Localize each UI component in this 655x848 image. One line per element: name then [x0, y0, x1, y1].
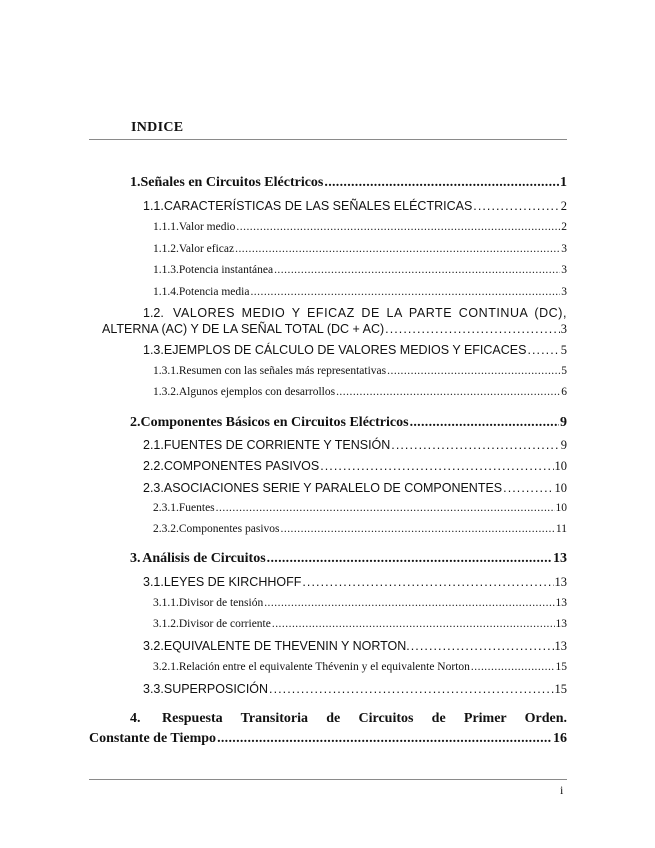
toc-label: Análisis de Circuitos — [142, 551, 266, 566]
toc-number: 2.3.1. — [153, 502, 179, 514]
dot-leader — [473, 199, 559, 213]
toc-label: Potencia media — [178, 286, 250, 298]
toc-page-number: 11 — [555, 523, 567, 535]
toc-entry-1-1-3[interactable] — [153, 264, 567, 276]
dot-leader — [235, 243, 560, 255]
toc-page-number: 10 — [555, 502, 567, 514]
toc-number: 3.1.2. — [153, 618, 179, 630]
toc-entry-2-1[interactable] — [143, 438, 567, 453]
toc-entry-3-1-2[interactable] — [153, 618, 567, 630]
toc-page-number: 2 — [561, 221, 567, 233]
toc-entry-2-3-1[interactable] — [153, 502, 567, 514]
toc-number: 3.3. — [143, 682, 164, 696]
toc-entry-4-line2[interactable] — [89, 731, 567, 747]
toc-label: COMPONENTES PASIVOS — [163, 459, 320, 473]
dot-leader — [503, 481, 553, 495]
toc-page-number: 5 — [560, 343, 567, 357]
dot-leader — [264, 597, 554, 609]
toc-entry-2[interactable] — [130, 415, 567, 431]
toc-number: 3.1.1. — [153, 597, 179, 609]
toc-page-number: 16 — [553, 731, 567, 746]
dot-leader — [302, 575, 553, 589]
toc-number: 3. — [130, 551, 141, 566]
dot-leader — [267, 551, 552, 567]
toc-page-number: 3 — [561, 243, 567, 255]
toc-number: 1.3.1. — [153, 365, 179, 377]
toc-page-number: 10 — [554, 459, 567, 473]
toc-number: 3.2. — [143, 639, 164, 653]
dot-leader — [391, 438, 559, 452]
toc-number: 2.2. — [143, 459, 164, 473]
toc-number: 2.1. — [143, 438, 164, 452]
toc-label: Señales en Circuitos Eléctricos — [140, 175, 324, 190]
toc-entry-1[interactable] — [130, 175, 567, 191]
toc-entry-1-2-line1[interactable] — [143, 306, 567, 320]
toc-page-number: 2 — [560, 199, 567, 213]
toc-page-number: 3 — [560, 322, 567, 336]
toc-entry-1-1-4[interactable] — [153, 286, 567, 298]
toc-label: Algunos ejemplos con desarrollos — [178, 386, 336, 398]
toc-label-continued: ALTERNA (AC) Y DE LA SEÑAL TOTAL (DC + AC) — [102, 322, 385, 336]
toc-entry-1-3-2[interactable] — [153, 386, 567, 398]
toc-label: Potencia instantánea — [178, 264, 274, 276]
dot-leader — [236, 221, 560, 233]
toc-page-number: 3 — [561, 264, 567, 276]
toc-entry-3-1[interactable] — [143, 575, 567, 590]
toc-page-number: 3 — [561, 286, 567, 298]
toc-label: Valor medio — [178, 221, 236, 233]
toc-entry-3-2[interactable] — [143, 639, 567, 654]
toc-number: 2.3.2. — [153, 523, 179, 535]
toc-label: Fuentes — [178, 502, 215, 514]
toc-page-number: 13 — [553, 551, 567, 566]
toc-page-number: 5 — [561, 365, 567, 377]
toc-page-number: 15 — [555, 661, 567, 673]
toc-number: 1.2. — [143, 306, 164, 320]
toc-label: EQUIVALENTE DE THEVENIN Y NORTON. — [163, 639, 410, 653]
dot-leader — [269, 682, 553, 696]
toc-page-number: 9 — [560, 415, 567, 430]
toc-page-number: 6 — [561, 386, 567, 398]
toc-number: 1.1.3. — [153, 264, 179, 276]
toc-page-number: 15 — [554, 682, 567, 696]
dot-leader — [216, 502, 555, 514]
toc-entry-3-1-1[interactable] — [153, 597, 567, 609]
toc-label: VALORES MEDIO Y EFICAZ DE LA PARTE CONTINUA (DC), — [173, 306, 567, 320]
dot-leader — [527, 343, 559, 357]
toc-entry-1-1[interactable] — [143, 199, 567, 214]
toc-number: 1.1.4. — [153, 286, 179, 298]
toc-number: 1.3. — [143, 343, 164, 357]
top-divider — [89, 139, 567, 140]
toc-entry-2-3[interactable] — [143, 481, 567, 496]
toc-label: Resumen con las señales más representativas — [178, 365, 387, 377]
dot-leader — [410, 415, 559, 431]
dot-leader — [320, 459, 553, 473]
dot-leader — [471, 661, 555, 673]
toc-label: Divisor de corriente — [178, 618, 271, 630]
toc-number: 3.2.1. — [153, 661, 179, 673]
toc-entry-1-3-1[interactable] — [153, 365, 567, 377]
toc-number: 1. — [130, 175, 141, 190]
toc-number: 3.1. — [143, 575, 164, 589]
toc-label: EJEMPLOS DE CÁLCULO DE VALORES MEDIOS Y EFICACES — [163, 343, 527, 357]
toc-label: Componentes Básicos en Circuitos Eléctricos — [140, 415, 409, 430]
toc-entry-1-2-line2[interactable] — [102, 322, 567, 337]
toc-entry-3-2-1[interactable] — [153, 661, 567, 673]
toc-label: CARACTERÍSTICAS DE LAS SEÑALES ELÉCTRICAS — [163, 199, 473, 213]
toc-entry-1-3[interactable] — [143, 343, 567, 358]
toc-number: 1.3.2. — [153, 386, 179, 398]
footer-divider — [89, 779, 567, 780]
toc-number: 4. — [130, 711, 141, 726]
toc-label: Valor eficaz — [178, 243, 235, 255]
dot-leader — [281, 523, 555, 535]
dot-leader — [324, 175, 559, 191]
toc-number: 2. — [130, 415, 141, 430]
toc-label: SUPERPOSICIÓN — [163, 682, 269, 696]
dot-leader — [217, 731, 552, 747]
toc-page-number: 13 — [554, 639, 567, 653]
toc-number: 1.1. — [143, 199, 164, 213]
toc-label: LEYES DE KIRCHHOFF — [163, 575, 302, 589]
page-title: INDICE — [131, 120, 184, 135]
footer-page-number: i — [560, 783, 564, 797]
toc-number: 2.3. — [143, 481, 164, 495]
toc-label-continued: Constante de Tiempo — [89, 731, 217, 746]
toc-page-number: 10 — [554, 481, 567, 495]
toc-page-number: 13 — [555, 597, 567, 609]
dot-leader — [411, 639, 554, 653]
toc-page-number: 9 — [560, 438, 567, 452]
toc-label: FUENTES DE CORRIENTE Y TENSIÓN — [163, 438, 391, 452]
toc-page-number: 13 — [555, 618, 567, 630]
toc-label: Respuesta Transitoria de Circuitos de Primer Orden. — [162, 711, 567, 726]
toc-label: Divisor de tensión — [178, 597, 264, 609]
dot-leader — [385, 322, 560, 336]
toc-label: Relación entre el equivalente Thévenin y el equivalente Norton — [178, 661, 470, 673]
toc-entry-3-3[interactable] — [143, 682, 567, 697]
toc-entry-1-1-2[interactable] — [153, 243, 567, 255]
toc-page-number: 13 — [554, 575, 567, 589]
toc-entry-4-line1[interactable] — [130, 711, 567, 727]
toc-entry-3[interactable] — [130, 551, 567, 567]
dot-leader — [250, 286, 560, 298]
dot-leader — [272, 618, 555, 630]
toc-entry-2-2[interactable] — [143, 459, 567, 474]
toc-page-number: 1 — [560, 175, 567, 190]
toc-label: Componentes pasivos — [178, 523, 280, 535]
toc-entry-2-3-2[interactable] — [153, 523, 567, 535]
dot-leader — [336, 386, 560, 398]
toc-number: 1.1.2. — [153, 243, 179, 255]
toc-number: 1.1.1. — [153, 221, 179, 233]
toc-label: ASOCIACIONES SERIE Y PARALELO DE COMPONENTES — [163, 481, 503, 495]
dot-leader — [274, 264, 560, 276]
dot-leader — [387, 365, 560, 377]
toc-entry-1-1-1[interactable] — [153, 221, 567, 233]
